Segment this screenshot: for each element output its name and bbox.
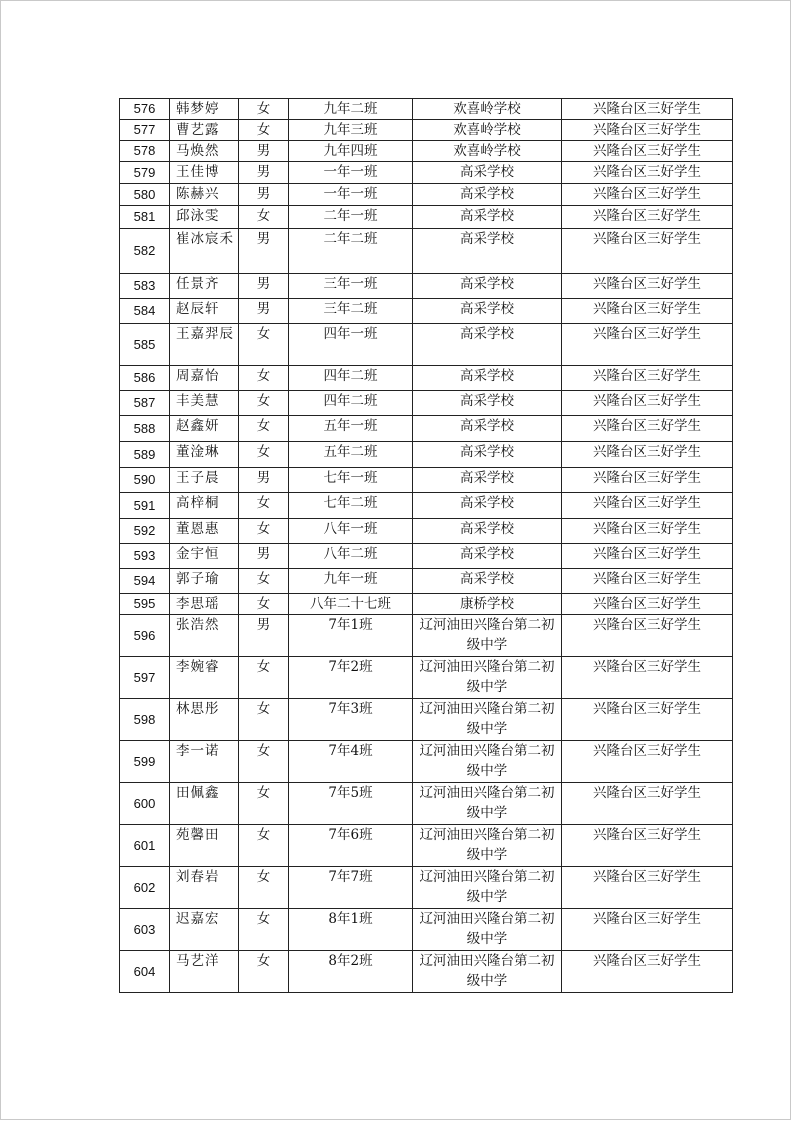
gender-cell: 女 bbox=[239, 741, 289, 783]
gender-cell: 男 bbox=[239, 544, 289, 569]
award-cell: 兴隆台区三好学生 bbox=[562, 324, 733, 366]
class-cell: 7年1班 bbox=[289, 615, 413, 657]
class-cell: 七年二班 bbox=[289, 493, 413, 519]
student-name: 高梓桐 bbox=[170, 493, 239, 519]
class-cell: 7年4班 bbox=[289, 741, 413, 783]
school-cell: 高采学校 bbox=[413, 468, 562, 493]
award-cell: 兴隆台区三好学生 bbox=[562, 366, 733, 391]
school-cell: 辽河油田兴隆台第二初级中学 bbox=[413, 867, 562, 909]
row-number: 580 bbox=[120, 184, 170, 206]
school-cell: 高采学校 bbox=[413, 299, 562, 324]
class-cell: 7年3班 bbox=[289, 699, 413, 741]
award-cell: 兴隆台区三好学生 bbox=[562, 184, 733, 206]
table-row bbox=[120, 519, 733, 544]
row-number: 586 bbox=[120, 366, 170, 391]
class-cell: 八年二十七班 bbox=[289, 594, 413, 615]
gender-cell: 女 bbox=[239, 569, 289, 594]
table-row bbox=[120, 615, 733, 657]
row-number: 591 bbox=[120, 493, 170, 519]
row-number: 595 bbox=[120, 594, 170, 615]
student-name: 张浩然 bbox=[170, 615, 239, 657]
gender-cell: 男 bbox=[239, 299, 289, 324]
school-cell: 高采学校 bbox=[413, 493, 562, 519]
student-name: 崔冰宸禾 bbox=[170, 229, 239, 274]
gender-cell: 女 bbox=[239, 442, 289, 468]
student-award-table bbox=[119, 98, 733, 993]
gender-cell: 女 bbox=[239, 783, 289, 825]
class-cell: 八年一班 bbox=[289, 519, 413, 544]
class-cell: 四年二班 bbox=[289, 366, 413, 391]
table-row bbox=[120, 162, 733, 184]
gender-cell: 女 bbox=[239, 391, 289, 416]
school-cell: 高采学校 bbox=[413, 366, 562, 391]
student-name: 曹艺露 bbox=[170, 120, 239, 141]
class-cell: 五年二班 bbox=[289, 442, 413, 468]
class-cell: 一年一班 bbox=[289, 184, 413, 206]
gender-cell: 女 bbox=[239, 594, 289, 615]
row-number: 578 bbox=[120, 141, 170, 162]
student-name: 林思彤 bbox=[170, 699, 239, 741]
gender-cell: 女 bbox=[239, 657, 289, 699]
award-cell: 兴隆台区三好学生 bbox=[562, 615, 733, 657]
class-cell: 九年四班 bbox=[289, 141, 413, 162]
award-cell: 兴隆台区三好学生 bbox=[562, 141, 733, 162]
award-cell: 兴隆台区三好学生 bbox=[562, 783, 733, 825]
school-cell: 欢喜岭学校 bbox=[413, 141, 562, 162]
award-cell: 兴隆台区三好学生 bbox=[562, 442, 733, 468]
school-cell: 高采学校 bbox=[413, 519, 562, 544]
award-cell: 兴隆台区三好学生 bbox=[562, 206, 733, 229]
class-cell: 7年7班 bbox=[289, 867, 413, 909]
student-name: 王子晨 bbox=[170, 468, 239, 493]
award-cell: 兴隆台区三好学生 bbox=[562, 416, 733, 442]
school-cell: 高采学校 bbox=[413, 162, 562, 184]
table-row bbox=[120, 99, 733, 120]
student-name: 王嘉羿辰 bbox=[170, 324, 239, 366]
award-cell: 兴隆台区三好学生 bbox=[562, 391, 733, 416]
row-number: 593 bbox=[120, 544, 170, 569]
student-name: 马艺洋 bbox=[170, 951, 239, 993]
student-name: 刘春岩 bbox=[170, 867, 239, 909]
row-number: 603 bbox=[120, 909, 170, 951]
table-row bbox=[120, 783, 733, 825]
table-row bbox=[120, 867, 733, 909]
award-cell: 兴隆台区三好学生 bbox=[562, 867, 733, 909]
class-cell: 五年一班 bbox=[289, 416, 413, 442]
gender-cell: 女 bbox=[239, 99, 289, 120]
gender-cell: 男 bbox=[239, 141, 289, 162]
school-cell: 高采学校 bbox=[413, 184, 562, 206]
award-cell: 兴隆台区三好学生 bbox=[562, 493, 733, 519]
award-cell: 兴隆台区三好学生 bbox=[562, 162, 733, 184]
gender-cell: 男 bbox=[239, 615, 289, 657]
award-cell: 兴隆台区三好学生 bbox=[562, 99, 733, 120]
award-cell: 兴隆台区三好学生 bbox=[562, 741, 733, 783]
student-name: 赵辰轩 bbox=[170, 299, 239, 324]
award-cell: 兴隆台区三好学生 bbox=[562, 569, 733, 594]
table-row bbox=[120, 468, 733, 493]
school-cell: 高采学校 bbox=[413, 391, 562, 416]
gender-cell: 男 bbox=[239, 468, 289, 493]
student-name: 李一诺 bbox=[170, 741, 239, 783]
class-cell: 7年2班 bbox=[289, 657, 413, 699]
row-number: 597 bbox=[120, 657, 170, 699]
class-cell: 8年2班 bbox=[289, 951, 413, 993]
award-cell: 兴隆台区三好学生 bbox=[562, 299, 733, 324]
row-number: 587 bbox=[120, 391, 170, 416]
student-name: 周嘉怡 bbox=[170, 366, 239, 391]
gender-cell: 女 bbox=[239, 324, 289, 366]
table-row bbox=[120, 909, 733, 951]
table-row bbox=[120, 493, 733, 519]
student-name: 韩梦婷 bbox=[170, 99, 239, 120]
student-name: 赵鑫妍 bbox=[170, 416, 239, 442]
award-cell: 兴隆台区三好学生 bbox=[562, 951, 733, 993]
award-cell: 兴隆台区三好学生 bbox=[562, 274, 733, 299]
student-name: 金宇恒 bbox=[170, 544, 239, 569]
class-cell: 二年二班 bbox=[289, 229, 413, 274]
school-cell: 辽河油田兴隆台第二初级中学 bbox=[413, 783, 562, 825]
school-cell: 高采学校 bbox=[413, 569, 562, 594]
table-row bbox=[120, 141, 733, 162]
class-cell: 七年一班 bbox=[289, 468, 413, 493]
class-cell: 四年二班 bbox=[289, 391, 413, 416]
table-row bbox=[120, 184, 733, 206]
award-cell: 兴隆台区三好学生 bbox=[562, 909, 733, 951]
school-cell: 辽河油田兴隆台第二初级中学 bbox=[413, 825, 562, 867]
row-number: 579 bbox=[120, 162, 170, 184]
table-row bbox=[120, 229, 733, 274]
school-cell: 高采学校 bbox=[413, 416, 562, 442]
table-row bbox=[120, 391, 733, 416]
gender-cell: 女 bbox=[239, 699, 289, 741]
table-row bbox=[120, 442, 733, 468]
table-row bbox=[120, 324, 733, 366]
table-row bbox=[120, 299, 733, 324]
row-number: 604 bbox=[120, 951, 170, 993]
class-cell: 九年二班 bbox=[289, 99, 413, 120]
student-name: 李婉睿 bbox=[170, 657, 239, 699]
row-number: 584 bbox=[120, 299, 170, 324]
gender-cell: 女 bbox=[239, 493, 289, 519]
table-row bbox=[120, 120, 733, 141]
school-cell: 辽河油田兴隆台第二初级中学 bbox=[413, 615, 562, 657]
row-number: 599 bbox=[120, 741, 170, 783]
student-name: 李思瑶 bbox=[170, 594, 239, 615]
school-cell: 辽河油田兴隆台第二初级中学 bbox=[413, 657, 562, 699]
gender-cell: 男 bbox=[239, 229, 289, 274]
gender-cell: 男 bbox=[239, 162, 289, 184]
table-row bbox=[120, 951, 733, 993]
row-number: 590 bbox=[120, 468, 170, 493]
school-cell: 高采学校 bbox=[413, 324, 562, 366]
table-row bbox=[120, 416, 733, 442]
school-cell: 辽河油田兴隆台第二初级中学 bbox=[413, 741, 562, 783]
table-row bbox=[120, 699, 733, 741]
class-cell: 三年一班 bbox=[289, 274, 413, 299]
gender-cell: 男 bbox=[239, 274, 289, 299]
row-number: 596 bbox=[120, 615, 170, 657]
award-cell: 兴隆台区三好学生 bbox=[562, 657, 733, 699]
student-name: 董淦琳 bbox=[170, 442, 239, 468]
school-cell: 欢喜岭学校 bbox=[413, 120, 562, 141]
row-number: 592 bbox=[120, 519, 170, 544]
table-row bbox=[120, 741, 733, 783]
award-cell: 兴隆台区三好学生 bbox=[562, 544, 733, 569]
row-number: 600 bbox=[120, 783, 170, 825]
award-cell: 兴隆台区三好学生 bbox=[562, 825, 733, 867]
school-cell: 辽河油田兴隆台第二初级中学 bbox=[413, 699, 562, 741]
class-cell: 7年6班 bbox=[289, 825, 413, 867]
student-name: 陈赫兴 bbox=[170, 184, 239, 206]
school-cell: 辽河油田兴隆台第二初级中学 bbox=[413, 951, 562, 993]
row-number: 594 bbox=[120, 569, 170, 594]
table-row bbox=[120, 366, 733, 391]
row-number: 588 bbox=[120, 416, 170, 442]
class-cell: 二年一班 bbox=[289, 206, 413, 229]
gender-cell: 女 bbox=[239, 366, 289, 391]
class-cell: 8年1班 bbox=[289, 909, 413, 951]
row-number: 582 bbox=[120, 229, 170, 274]
student-name: 王佳博 bbox=[170, 162, 239, 184]
row-number: 598 bbox=[120, 699, 170, 741]
student-name: 田佩鑫 bbox=[170, 783, 239, 825]
student-name: 任景齐 bbox=[170, 274, 239, 299]
award-cell: 兴隆台区三好学生 bbox=[562, 699, 733, 741]
student-name: 马焕然 bbox=[170, 141, 239, 162]
school-cell: 欢喜岭学校 bbox=[413, 99, 562, 120]
row-number: 576 bbox=[120, 99, 170, 120]
gender-cell: 女 bbox=[239, 825, 289, 867]
table-row bbox=[120, 544, 733, 569]
student-name: 迟嘉宏 bbox=[170, 909, 239, 951]
gender-cell: 男 bbox=[239, 184, 289, 206]
row-number: 601 bbox=[120, 825, 170, 867]
award-cell: 兴隆台区三好学生 bbox=[562, 468, 733, 493]
award-cell: 兴隆台区三好学生 bbox=[562, 229, 733, 274]
table-row bbox=[120, 274, 733, 299]
table-row bbox=[120, 206, 733, 229]
student-name: 丰美慧 bbox=[170, 391, 239, 416]
school-cell: 高采学校 bbox=[413, 274, 562, 299]
school-cell: 高采学校 bbox=[413, 442, 562, 468]
gender-cell: 女 bbox=[239, 519, 289, 544]
school-cell: 高采学校 bbox=[413, 544, 562, 569]
award-cell: 兴隆台区三好学生 bbox=[562, 519, 733, 544]
class-cell: 八年二班 bbox=[289, 544, 413, 569]
table-row bbox=[120, 594, 733, 615]
class-cell: 一年一班 bbox=[289, 162, 413, 184]
row-number: 577 bbox=[120, 120, 170, 141]
table-row bbox=[120, 825, 733, 867]
gender-cell: 女 bbox=[239, 206, 289, 229]
gender-cell: 女 bbox=[239, 416, 289, 442]
row-number: 602 bbox=[120, 867, 170, 909]
class-cell: 四年一班 bbox=[289, 324, 413, 366]
row-number: 583 bbox=[120, 274, 170, 299]
award-cell: 兴隆台区三好学生 bbox=[562, 594, 733, 615]
school-cell: 高采学校 bbox=[413, 206, 562, 229]
student-name: 郭子瑜 bbox=[170, 569, 239, 594]
table-row bbox=[120, 569, 733, 594]
gender-cell: 女 bbox=[239, 951, 289, 993]
row-number: 589 bbox=[120, 442, 170, 468]
row-number: 581 bbox=[120, 206, 170, 229]
school-cell: 康桥学校 bbox=[413, 594, 562, 615]
class-cell: 九年一班 bbox=[289, 569, 413, 594]
gender-cell: 女 bbox=[239, 120, 289, 141]
table-row bbox=[120, 657, 733, 699]
class-cell: 三年二班 bbox=[289, 299, 413, 324]
row-number: 585 bbox=[120, 324, 170, 366]
student-name: 董恩惠 bbox=[170, 519, 239, 544]
class-cell: 7年5班 bbox=[289, 783, 413, 825]
student-name: 苑馨田 bbox=[170, 825, 239, 867]
school-cell: 高采学校 bbox=[413, 229, 562, 274]
school-cell: 辽河油田兴隆台第二初级中学 bbox=[413, 909, 562, 951]
gender-cell: 女 bbox=[239, 909, 289, 951]
gender-cell: 女 bbox=[239, 867, 289, 909]
award-cell: 兴隆台区三好学生 bbox=[562, 120, 733, 141]
student-name: 邱泳雯 bbox=[170, 206, 239, 229]
class-cell: 九年三班 bbox=[289, 120, 413, 141]
